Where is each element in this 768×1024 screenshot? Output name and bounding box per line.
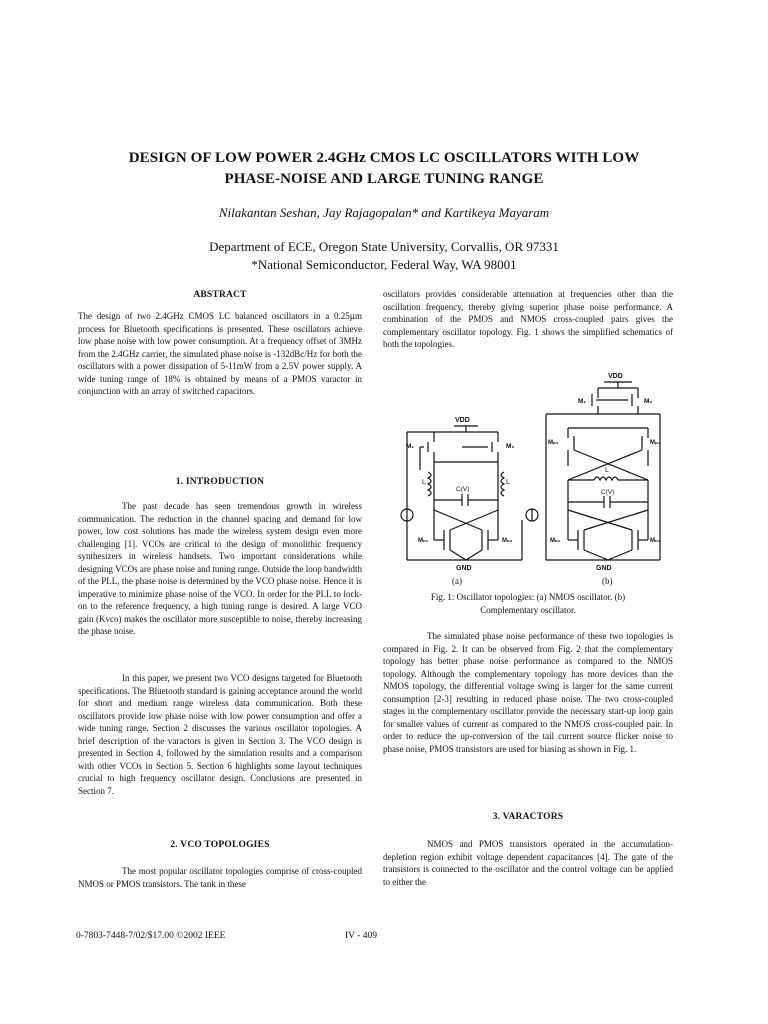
m2-label-a: M₂ — [506, 443, 515, 450]
m1-label-b: M₁ — [578, 398, 587, 405]
affiliation-line-2: *National Semiconductor, Federal Way, WA 98001 — [251, 257, 517, 272]
varactor-label-a: C(V) — [456, 486, 470, 493]
nmos-oscillator-schematic — [401, 417, 522, 572]
copyright-notice: 0-7803-7448-7/02/$17.00 ©2002 IEEE — [76, 931, 226, 941]
subfigure-a-label: (a) — [452, 576, 462, 586]
author-list: Nilakantan Seshan, Jay Rajagopalan* and Kartikeya Mayaram — [218, 205, 550, 220]
complementary-oscillator-schematic — [526, 373, 661, 572]
title-line-2: PHASE-NOISE AND LARGE TUNING RANGE — [224, 171, 544, 187]
gnd-label-b: GND — [596, 565, 612, 572]
varactors-heading: 3. VARACTORS — [492, 812, 564, 822]
introduction-heading: 1. INTRODUCTION — [175, 477, 265, 487]
inductor-label-b: L — [605, 467, 609, 474]
mn2-label-b: Mₙ₂ — [650, 538, 661, 544]
mn1-label-b: Mₙ₁ — [550, 538, 561, 544]
inductor-label-left-a: L — [422, 479, 426, 486]
phase-noise-paragraph: The simulated phase noise performance of these two topologies is compared in Fig. 2. It can be observed from Fig. 2 that the complementary topology has better phase noise performance as compared to the NMOS topology. Although the complementary topology has more devices than the NMOS topology, the differential voltage swing is larger for the same current consumption [2-3] resulting in reduced phase noise. The two cross-coupled stages in the complementary oscillator provide the necessary start-up loop gain for smaller values of current as compared to the NMOS cross-coupled pair. In order to reduce the up-conversion of the tail current source flicker noise to phase noise, PMOS transistors are used for biasing as shown in Fig. 1. — [383, 631, 673, 754]
inductor-label-right-a: L — [506, 479, 510, 486]
mp1-label-b: Mₚ₁ — [548, 440, 559, 446]
vdd-label-a: VDD — [455, 417, 470, 424]
m1-label-a: M₁ — [406, 443, 415, 450]
subfigure-b-label: (b) — [602, 576, 613, 586]
abstract-heading: ABSTRACT — [193, 290, 247, 300]
varactor-label-b: C(V) — [601, 489, 615, 496]
introduction-paragraph-2: In this paper, we present two VCO designs targeted for Bluetooth specifications. The Bluetooth standard is gaining acceptance around the world for short and medium range wireless data communication. Both these oscillators provide low phase noise with low power consumption and offer a wide tuning range. Section 2 discusses the various oscillator topologies. A brief description of the varactors is given in Section 3. The VCO design is presented in Section 4, followed by the simulation results and a comparison with other VCOs in Section 5. Section 6 highlights some layout techniques crucial to high frequency oscillator design. Conclusions are presented in Section 7. — [78, 673, 362, 796]
page-number: IV - 409 — [345, 931, 378, 941]
vdd-label-b: VDD — [608, 373, 623, 380]
vco-topologies-heading: 2. VCO TOPOLOGIES — [170, 840, 270, 850]
m2-label-b: M₂ — [644, 398, 653, 405]
vco-topologies-paragraph: The most popular oscillator topologies comprise of cross-coupled NMOS or PMOS transistors. The tank in these — [78, 866, 362, 889]
abstract-text: The design of two 2.4GHz CMOS LC balanced oscillators in a 0.25µm process for Bluetooth specifications is presented. These oscillators achieve low phase noise with low power consumption. At a frequency offset of 3MHz from the 2.4GHz carrier, the simulated phase noise is -132dBc/Hz for both the oscillators with a power dissipation of 5-11mW from a 2.5V power supply. A wide tuning range of 18% is obtained by means of a PMOS varactor in conjunction with an array of switched capacitors. — [78, 311, 362, 397]
paper-title — [40, 148, 728, 190]
introduction-paragraph-1: The past decade has seen tremendous growth in wireless communication. The reduction in the channel spacing and demand for low power, low cost solutions has made the wireless system design even more challenging [1]. VCOs are critical to the design of monolithic frequency synthesizers in wireless handsets. Two important considerations while designing VCOs are phase noise and tuning range. Outside the loop bandwidth of the PLL, the phase noise is determined by the VCO phase noise. Hence it is imperative to minimize phase noise of the VCO. In order for the PLL to lock-on to the reference frequency, a high tuning range is desired. A large VCO gain (Kvco) makes the oscillator more susceptible to noise, thereby increasing the phase noise. — [78, 501, 362, 637]
mp2-label-b: Mₚ₂ — [650, 440, 661, 446]
oscillator-tank-paragraph: oscillators provides considerable attenuation at frequencies other than the oscillation frequency, thereby giving superior phase noise performance. A combination of the PMOS and NMOS cross-coupled pairs gives the complementary oscillator topology. Fig. 1 shows the simplified schematics of both the topologies. — [383, 289, 673, 350]
mn2-label-a: Mₙ₂ — [502, 538, 513, 544]
affiliation-line-1: Department of ECE, Oregon State University, Corvallis, OR 97331 — [209, 239, 559, 254]
varactors-paragraph: NMOS and PMOS transistors operated in the accumulation-depletion region exhibit voltage dependent capacitances [4]. The gate of the transistors is connected to the oscillator and the control voltage can be applied to either the — [383, 839, 673, 887]
title-line-1: DESIGN OF LOW POWER 2.4GHz CMOS LC OSCILLATORS WITH LOW — [128, 150, 640, 166]
gnd-label-a: GND — [456, 565, 472, 572]
caption-line-1: Fig. 1: Oscillator topologies: (a) NMOS oscillator. (b) — [430, 592, 626, 602]
affiliation — [40, 238, 728, 274]
oscillator-topologies-figure — [398, 370, 668, 582]
figure-1-caption — [383, 591, 673, 616]
caption-line-2: Complementary oscillator. — [480, 604, 576, 615]
mn1-label-a: Mₙ₁ — [418, 538, 429, 544]
